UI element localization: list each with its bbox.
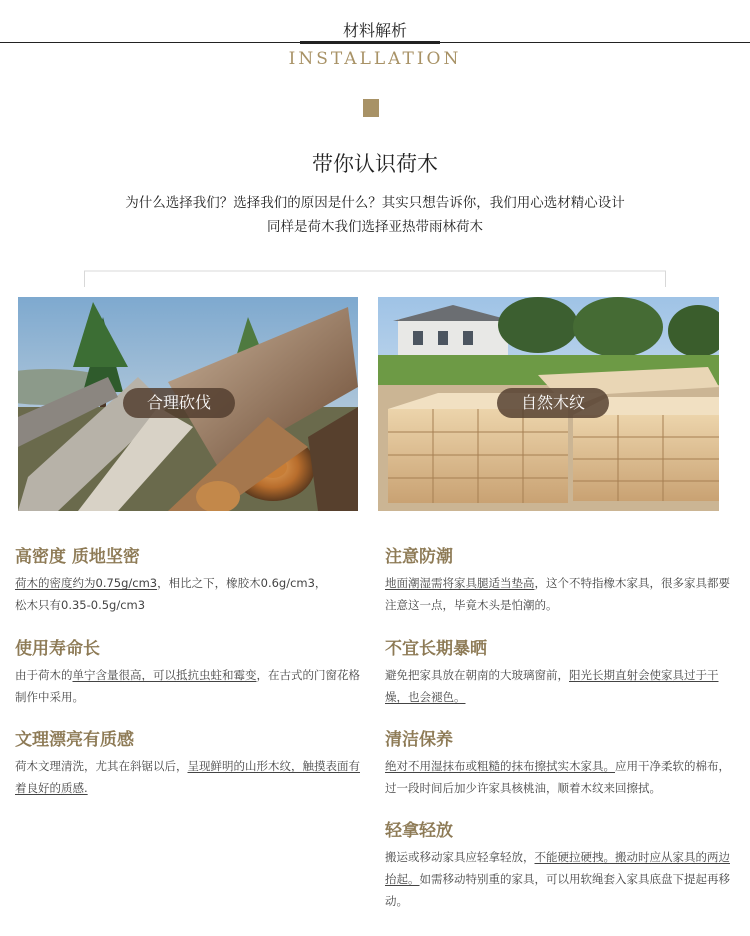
feature-title: 使用寿命长 <box>15 639 100 659</box>
page-title: 材料解析 <box>342 21 407 40</box>
feature-title: 清洁保养 <box>385 730 453 750</box>
feature-body: 避免把家具放在朝南的大玻璃窗前，阳光长期直射会使家具过于干燥，也会褪色。 <box>385 668 719 704</box>
intro-text <box>0 191 750 239</box>
bracket-connector <box>84 270 666 288</box>
logs-photo <box>18 297 358 511</box>
feature-avoid-sun <box>385 636 730 708</box>
header-divider-accent <box>300 41 440 44</box>
feature-body: 荷木的密度约为0.75g/cm3，相比之下，橡胶木0.6g/cm3， 松木只有0.35-0.5g/cm3 <box>15 576 327 612</box>
intro-line-2: 同样是荷木我们选择亚热带雨林荷木 <box>267 219 483 235</box>
feature-cleaning <box>385 727 730 799</box>
feature-title: 文理漂亮有质感 <box>15 730 134 750</box>
intro-heading: 带你认识荷木 <box>312 152 438 176</box>
feature-beautiful-grain <box>15 727 360 799</box>
feature-moisture-proof <box>385 544 730 616</box>
feature-high-density <box>15 544 360 616</box>
decorative-square-icon <box>363 99 379 117</box>
feature-title: 高密度 质地坚密 <box>15 547 140 567</box>
photo-label-wood-grain: 自然木纹 <box>497 388 609 418</box>
feature-handle-gently <box>385 818 730 912</box>
feature-title: 轻拿轻放 <box>385 821 453 841</box>
feature-title: 注意防潮 <box>385 547 453 567</box>
feature-body: 搬运或移动家具应轻拿轻放，不能硬拉硬拽。搬动时应从家具的两边抬起。如需移动特别重的家具，可以用软绳套入家具底盘下提起再移动。 <box>385 850 730 908</box>
photo-label-logging: 合理砍伐 <box>123 388 235 418</box>
feature-body: 由于荷木的单宁含量很高，可以抵抗虫蛀和霉变，在古式的门窗花格制作中采用。 <box>15 668 360 704</box>
lumber-stack-photo <box>378 297 719 511</box>
intro-line-1: 为什么选择我们？选择我们的原因是什么？其实只想告诉你，我们用心选材精心设计 <box>125 195 625 211</box>
feature-long-lifespan <box>15 636 360 708</box>
feature-body: 绝对不用湿抹布或粗糙的抹布擦拭实木家具。应用干净柔软的棉布，过一段时间后加少许家具核桃油，顺着木纹来回擦拭。 <box>385 759 730 795</box>
section-subtitle: INSTALLATION <box>288 49 462 69</box>
feature-body: 地面潮湿需将家具腿适当垫高，这个不特指橡木家具，很多家具都要注意这一点，毕竟木头是怕潮的。 <box>385 576 730 612</box>
feature-body: 荷木文理清洗，尤其在斜锯以后，呈现鲜明的山形木纹，触摸表面有着良好的质感. <box>15 759 360 795</box>
feature-title: 不宜长期暴晒 <box>385 639 487 659</box>
